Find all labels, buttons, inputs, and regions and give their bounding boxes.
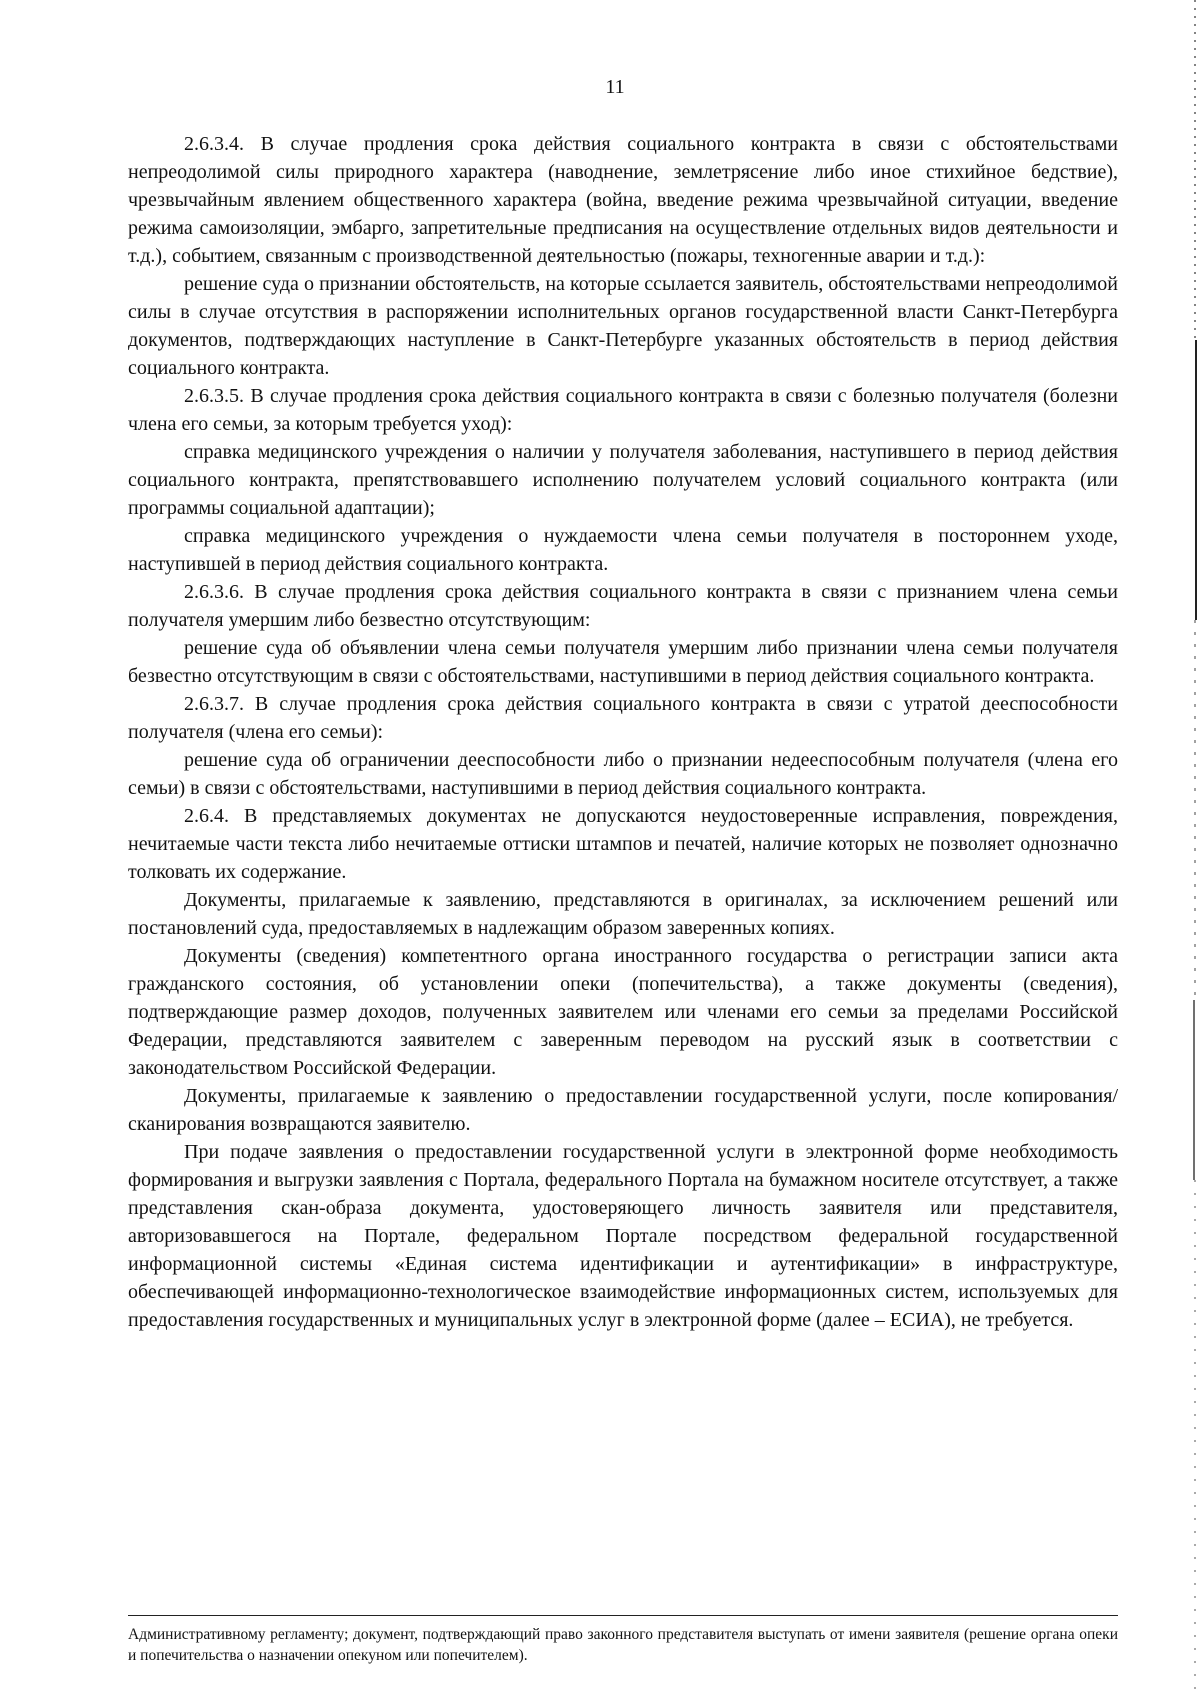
paragraph-2-6-4: 2.6.4. В представляемых документах не допускаются неудостоверенные исправления, повреждения, нечитаемые части текста либо нечитаемые оттиски штампов и печатей, наличие которых не позволяет однозначно толковать их содержание. (128, 805, 1118, 883)
footnote-text: Административному регламенту; документ, подтверждающий право законного представителя выступать от имени заявителя (решение органа опеки и попечительства о назначении опекуном или попечителем). (128, 1626, 1118, 1664)
paragraph-documents-returned: Документы, прилагаемые к заявлению о предоставлении государственной услуги, после копирования/сканирования возвращаются заявителю. (128, 1085, 1118, 1135)
paragraph-medical-certificate-illness: справка медицинского учреждения о наличии у получателя заболевания, наступившего в период действия социального контракта, препятствовавшего исполнению получателем условий социального контракта (или программы социальной адаптации); (128, 441, 1118, 519)
footnote-divider (128, 1615, 1118, 1616)
paragraph-2-6-3-4: 2.6.3.4. В случае продления срока действия социального контракта в связи с обстоятельствами непреодолимой силы природного характера (наводнение, землетрясение либо иное стихийное бедствие), чрезвычайным явлением общественного характера (война, введение режима чрезвычайной ситуации, введение режима самоизоляции, эмбарго, запретительные предписания на осуществление отдельных видов деятельности и т.д.), событием, связанным с производственной деятельностью (пожары, техногенные аварии и т.д.): (128, 133, 1118, 267)
scan-edge-artifact (1182, 0, 1200, 1696)
paragraph-electronic-submission: При подаче заявления о предоставлении государственной услуги в электронной форме необходимость формирования и выгрузки заявления с Портала, федерального Портала на бумажном носителе отсутствует, а также представления скан-образа документа, удостоверяющего личность заявителя или представителя, авторизовавшегося на Портале, федеральном Портале посредством федеральной государственной информационной системы «Единая система идентификации и аутентификации» в инфраструктуре, обеспечивающей информационно-технологическое взаимодействие информационных систем, используемых для предоставления государственных и муниципальных услуг в электронной форме (далее – ЕСИА), не требуется. (128, 1141, 1118, 1331)
paragraph-medical-certificate-care: справка медицинского учреждения о нуждаемости члена семьи получателя в постороннем уходе, наступившей в период действия социального контракта. (128, 525, 1118, 575)
paragraph-2-6-3-5: 2.6.3.5. В случае продления срока действия социального контракта в связи с болезнью получателя (болезни члена его семьи, за которым требуется уход): (128, 385, 1118, 435)
page-number: 11 (605, 76, 625, 98)
document-body (128, 130, 1118, 1334)
paragraph-originals: Документы, прилагаемые к заявлению, представляются в оригиналах, за исключением решений или постановлений суда, предоставляемых в надлежащим образом заверенных копиях. (128, 889, 1118, 939)
paragraph-court-decision-force-majeure: решение суда о признании обстоятельств, на которые ссылается заявитель, обстоятельствами непреодолимой силы в случае отсутствия в распоряжении исполнительных органов государственной власти Санкт-Петербурга документов, подтверждающих наступление в Санкт-Петербурге указанных обстоятельств в период действия социального контракта. (128, 273, 1118, 379)
paragraph-foreign-documents: Документы (сведения) компетентного органа иностранного государства о регистрации записи акта гражданского состояния, об установлении опеки (попечительства), а также документы (сведения), подтверждающие размер доходов, полученных заявителем или членами его семьи за пределами Российской Федерации, представляются заявителем с заверенным переводом на русский язык в соответствии с законодательством Российской Федерации. (128, 945, 1118, 1079)
paragraph-2-6-3-7: 2.6.3.7. В случае продления срока действия социального контракта в связи с утратой дееспособности получателя (члена его семьи): (128, 693, 1118, 743)
paragraph-2-6-3-6: 2.6.3.6. В случае продления срока действия социального контракта в связи с признанием члена семьи получателя умершим либо безвестно отсутствующим: (128, 581, 1118, 631)
paragraph-court-decision-capacity: решение суда об ограничении дееспособности либо о признании недееспособным получателя (члена его семьи) в связи с обстоятельствами, наступившими в период действия социального контракта. (128, 749, 1118, 799)
paragraph-court-decision-death: решение суда об объявлении члена семьи получателя умершим либо признании члена семьи получателя безвестно отсутствующим в связи с обстоятельствами, наступившими в период действия социального контракта. (128, 637, 1118, 687)
